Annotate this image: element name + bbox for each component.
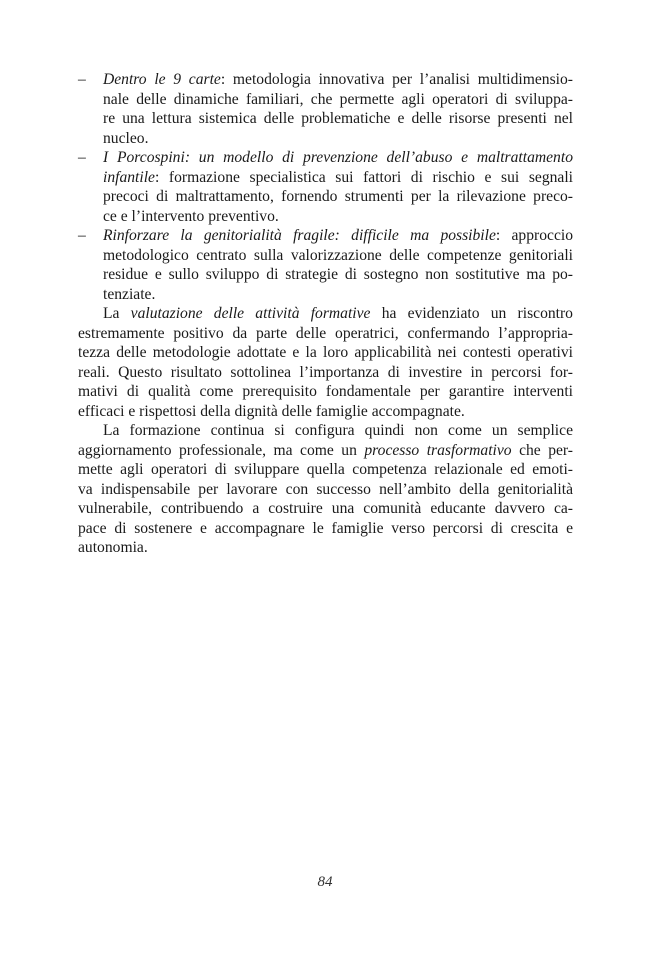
list-dash: – xyxy=(78,71,86,88)
list-item: – Rinforzare la genitorialità fragile: difficile ma possibile: approccio metodologico centrato sulla valorizzazione delle competenze genitoriali residue e sullo sviluppo di strategie di sostegno non sostitutive ma po- tenziate. xyxy=(78,227,573,303)
paragraph: La valutazione delle attività formative ha evidenziato un riscontro estremamente positivo da parte delle operatrici, confermando l’appropria- tezza delle metodologie adottate e la loro applicabilità nei contesti operativi reali. Questo risultato sottolinea l’importanza di investire in percorsi for- mativi di qualità come prerequisito fondamentale per garantire interventi efficaci e rispettosi della dignità delle famiglie accompagnate. xyxy=(78,305,573,420)
page-number: 84 xyxy=(317,874,333,890)
list-item: – I Porcospini: un modello di prevenzione dell’abuso e maltrattamento infantile: formazione specialistica sui fattori di rischio e sui segnali precoci di maltrattamento, fornendo strumenti per la rilevazione preco- ce e l’intervento preventivo. xyxy=(78,149,573,225)
list-item-title: Dentro le 9 carte xyxy=(103,71,221,88)
list-item-title: Rinforzare la genitorialità fragile: difficile ma possibile xyxy=(103,227,496,244)
list-item: – Dentro le 9 carte: metodologia innovativa per l’analisi multidimensio- nale delle dinamiche familiari, che permette agli operatori di sviluppa- re una lettura sistemica delle problematiche e delle risorse presenti nel nucleo. xyxy=(78,71,573,147)
list-item-title: infantile xyxy=(103,168,155,186)
list-dash: – xyxy=(78,149,86,166)
emphasis: processo trasformativo xyxy=(364,441,512,459)
paragraph: La formazione continua si configura quindi non come un semplice aggiornamento professionale, ma come un processo trasformativo che per- mette agli operatori di sviluppare quella competenza relazionale ed emoti- va indispensabile per lavorare con successo nell’ambito della genitorialità vulnerabile, contribuendo a costruire una comunità educante davvero ca- pace di sostenere e accompagnare le famiglie verso percorsi di crescita e autonomia. xyxy=(78,422,573,556)
list-dash: – xyxy=(78,227,86,244)
body-text xyxy=(78,70,573,558)
list-item-title: I Porcospini: un modello di prevenzione dell’abuso e maltrattamento xyxy=(103,149,573,166)
emphasis: valutazione delle attività formative xyxy=(130,305,371,322)
